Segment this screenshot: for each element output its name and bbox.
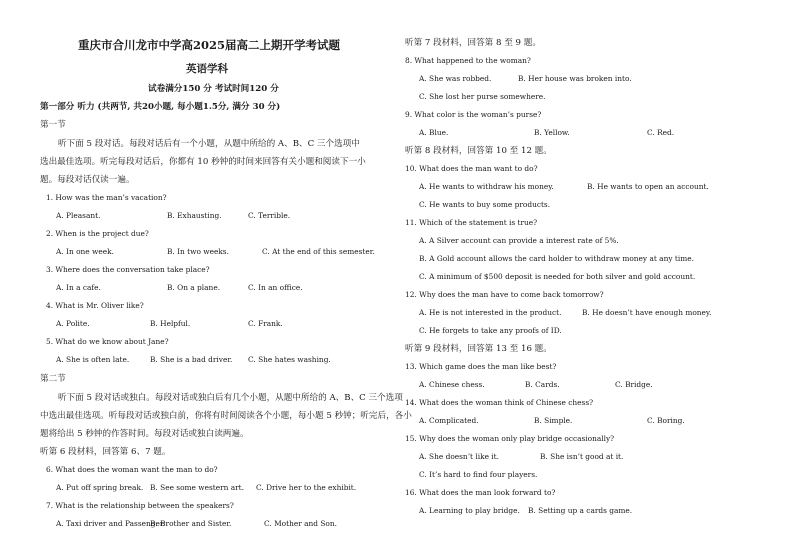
answer-option: B. Exhausting.	[167, 211, 222, 220]
answer-option: B. She isn’t good at it.	[540, 452, 624, 461]
question-stem: 4. What is Mr. Oliver like?	[46, 301, 144, 310]
answer-option: A. A Silver account can provide a interest rate of 5%.	[419, 236, 619, 245]
answer-option: A. Polite.	[56, 319, 90, 328]
answer-option: B. He wants to open an account.	[587, 182, 709, 191]
question-stem: 5. What do we know about Jane?	[46, 337, 169, 346]
page-title: 重庆市合川龙市中学高2025届高二上期开学考试题	[78, 38, 341, 52]
answer-option: B. A Gold account allows the card holder to withdraw money at any time.	[419, 254, 694, 263]
answer-option: A. He wants to withdraw his money.	[419, 182, 554, 191]
answer-option: B. In two weeks.	[167, 247, 229, 256]
answer-option: A. Put off spring break.	[56, 483, 144, 492]
question-stem: 9. What color is the woman’s purse?	[405, 110, 542, 119]
exam-meta: 试卷满分150 分 考试时间120 分	[148, 84, 279, 94]
answer-option: A. She doesn’t like it.	[419, 452, 499, 461]
question-stem: 11. Which of the statement is true?	[405, 218, 538, 227]
answer-option: B. On a plane.	[167, 283, 221, 292]
section-one-instruction: 听下面 5 段对话。每段对话后有一个小题，从题中所给的 A、B、C 三个选项中	[58, 139, 360, 149]
answer-option: A. She is often late.	[56, 355, 130, 364]
answer-option: C. Frank.	[248, 319, 283, 328]
material-heading: 听第 7 段材料，回答第 8 至 9 题。	[405, 38, 541, 48]
answer-option: B. Setting up a cards game.	[528, 506, 633, 515]
material-heading: 听第 9 段材料，回答第 13 至 16 题。	[405, 344, 552, 354]
answer-option: B. See some western art.	[150, 483, 244, 492]
answer-option: A. Pleasant.	[56, 211, 101, 220]
answer-option: B. Cards.	[525, 380, 560, 389]
answer-option: C. In an office.	[248, 283, 303, 292]
answer-option: B. He doesn’t have enough money.	[582, 308, 712, 317]
material-heading: 听第 6 段材料，回答第 6、7 题。	[40, 447, 171, 457]
question-stem: 1. How was the man’s vacation?	[46, 193, 167, 202]
part-one-heading: 第一部分 听力 (共两节, 共20小题, 每小题1.5分, 满分 30 分)	[40, 102, 281, 112]
answer-option: A. Learning to play bridge.	[419, 506, 520, 515]
answer-option: C. He forgets to take any proofs of ID.	[419, 326, 562, 335]
answer-option: A. Chinese chess.	[419, 380, 485, 389]
question-stem: 3. Where does the conversation take place?	[46, 265, 210, 274]
answer-option: C. He wants to buy some products.	[419, 200, 551, 209]
question-stem: 14. What does the woman think of Chinese chess?	[405, 398, 594, 407]
answer-option: A. She was robbed.	[419, 74, 492, 83]
question-stem: 13. Which game does the man like best?	[405, 362, 557, 371]
answer-option: B. Her house was broken into.	[518, 74, 632, 83]
subject-title: 英语学科	[186, 63, 228, 75]
answer-option: C. Bridge.	[615, 380, 653, 389]
question-stem: 7. What is the relationship between the speakers?	[46, 501, 234, 510]
answer-option: B. Simple.	[534, 416, 573, 425]
question-stem: 8. What happened to the woman?	[405, 56, 531, 65]
question-stem: 16. What does the man look forward to?	[405, 488, 556, 497]
answer-option: B. Yellow.	[534, 128, 570, 137]
question-stem: 12. Why does the man have to come back tomorrow?	[405, 290, 604, 299]
question-stem: 6. What does the woman want the man to do?	[46, 465, 218, 474]
answer-option: C. Drive her to the exhibit.	[256, 483, 357, 492]
answer-option: C. It’s hard to find four players.	[419, 470, 538, 479]
answer-option: B. Helpful.	[150, 319, 191, 328]
answer-option: C. At the end of this semester.	[262, 247, 375, 256]
answer-option: C. Terrible.	[248, 211, 291, 220]
answer-option: C. A minimum of $500 deposit is needed for both silver and gold account.	[419, 272, 696, 281]
answer-option: A. In one week.	[56, 247, 114, 256]
section-two-instruction: 中选出最佳选项。听每段对话或独白前，你将有时间阅读各个小题，每小题 5 秒钟；听完后，各小	[40, 411, 412, 421]
answer-option: C. Boring.	[647, 416, 685, 425]
answer-option: C. She lost her purse somewhere.	[419, 92, 546, 101]
section-one-label: 第一节	[40, 120, 66, 130]
answer-option: A. Blue.	[419, 128, 449, 137]
section-two-instruction: 听下面 5 段对话或独白。每段对话或独白后有几个小题，从题中所给的 A、B、C 三个选项	[58, 393, 403, 403]
answer-option: A. Taxi driver and Passenger.	[56, 519, 165, 528]
answer-option: A. Complicated.	[419, 416, 479, 425]
answer-option: B. She is a bad driver.	[150, 355, 233, 364]
answer-option: A. In a cafe.	[56, 283, 101, 292]
question-stem: 15. Why does the woman only play bridge occasionally?	[405, 434, 615, 443]
question-stem: 2. When is the project due?	[46, 229, 149, 238]
section-one-instruction: 题。每段对话仅读一遍。	[40, 175, 135, 185]
material-heading: 听第 8 段材料，回答第 10 至 12 题。	[405, 146, 552, 156]
question-stem: 10. What does the man want to do?	[405, 164, 538, 173]
answer-option: B. Brother and Sister.	[150, 519, 232, 528]
answer-option: C. Mother and Son.	[264, 519, 337, 528]
answer-option: A. He is not interested in the product.	[419, 308, 562, 317]
section-two-label: 第二节	[40, 374, 66, 384]
section-one-instruction: 选出最佳选项。听完每段对话后，你都有 10 秒钟的时间来回答有关小题和阅读下一小	[40, 157, 366, 167]
section-two-instruction: 题将给出 5 秒钟的作答时间。每段对话或独白读两遍。	[40, 429, 249, 439]
answer-option: C. She hates washing.	[248, 355, 331, 364]
answer-option: C. Red.	[647, 128, 675, 137]
